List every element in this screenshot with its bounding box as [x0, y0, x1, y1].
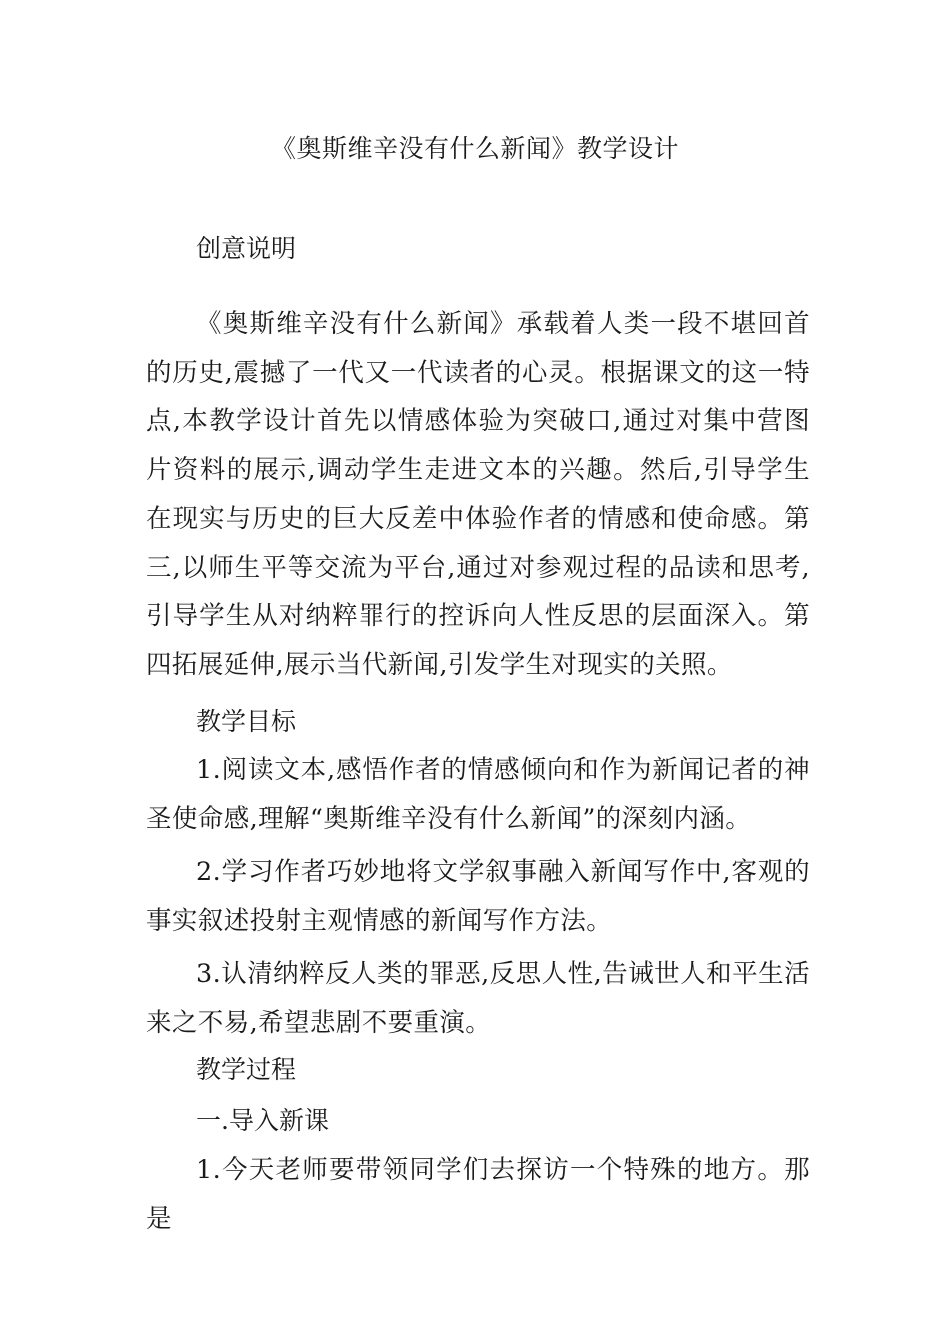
section-heading-goals: 教学目标	[196, 707, 297, 736]
section-heading-creative: 创意说明	[196, 234, 297, 263]
paragraph-goal-1: 1.阅读文本,感悟作者的情感倾向和作为新闻记者的神圣使命感,理解“奥斯维辛没有什么新闻”的深刻内涵。	[146, 755, 810, 834]
subsection-heading-intro: 一.导入新课	[196, 1106, 329, 1135]
paragraph-intro-1: 1.今天老师要带领同学们去探访一个特殊的地方。那是	[146, 1155, 810, 1234]
document-title: 《奥斯维辛没有什么新闻》教学设计	[270, 134, 679, 163]
section-heading-process: 教学过程	[196, 1055, 297, 1084]
paragraph-goal-3: 3.认清纳粹反人类的罪恶,反思人性,告诫世人和平生活来之不易,希望悲剧不要重演。	[146, 959, 810, 1038]
paragraph-creative-description: 《奥斯维辛没有什么新闻》承载着人类一段不堪回首的历史,震撼了一代又一代读者的心灵。根据课文的这一特点,本教学设计首先以情感体验为突破口,通过对集中营图片资料的展示,调动学生走进文本的兴趣。然后,引导学生在现实与历史的巨大反差中体验作者的情感和使命感。第三,以师生平等交流为平台,通过对参观过程的品读和思考,引导学生从对纳粹罪行的控诉向人性反思的层面深入。第四拓展延伸,展示当代新闻,引发学生对现实的关照。	[146, 309, 810, 680]
paragraph-goal-2: 2.学习作者巧妙地将文学叙事融入新闻写作中,客观的事实叙述投射主观情感的新闻写作方法。	[146, 857, 810, 936]
